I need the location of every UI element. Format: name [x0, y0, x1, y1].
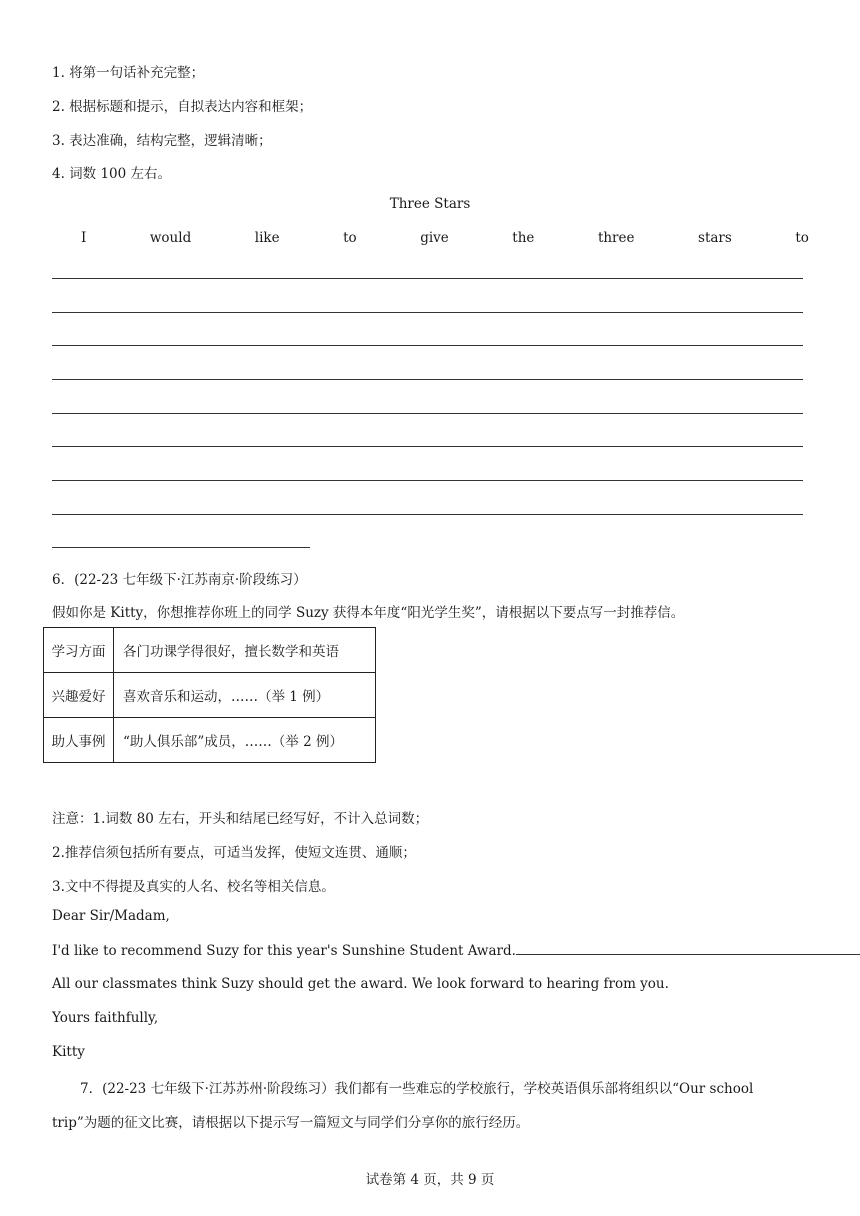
- row-key: 助人事例: [44, 718, 114, 763]
- starter-word: to: [343, 230, 357, 246]
- letter-salutation: Dear Sir/Madam,: [52, 908, 170, 924]
- requirement-1: 1. 将第一句话补充完整；: [52, 65, 205, 81]
- writing-line[interactable]: [52, 345, 803, 346]
- starter-word: to: [795, 230, 809, 246]
- requirements-table: [43, 627, 376, 763]
- question-7-line-1: 7．(22-23 七年级下·江苏苏州·阶段练习）我们都有一些难忘的学校旅行，学校英语俱乐部将组织以“Our school: [80, 1081, 754, 1097]
- note-1: 注意：1.词数 80 左右，开头和结尾已经写好，不计入总词数；: [52, 811, 429, 827]
- writing-line[interactable]: [52, 312, 803, 313]
- row-key: 兴趣爱好: [44, 673, 114, 718]
- page-footer: 试卷第 4 页，共 9 页: [365, 1172, 495, 1188]
- row-value: 各门功课学得很好，擅长数学和英语: [114, 628, 376, 673]
- question-7-line-2: trip”为题的征文比赛，请根据以下提示写一篇短文与同学们分享你的旅行经历。: [52, 1115, 530, 1131]
- writing-line[interactable]: [52, 514, 803, 515]
- essay-starter-sentence: [52, 230, 809, 246]
- writing-line[interactable]: [52, 413, 803, 414]
- starter-word: the: [512, 230, 535, 246]
- letter-signature: Kitty: [52, 1044, 85, 1060]
- requirement-3: 3. 表达准确，结构完整，逻辑清晰；: [52, 133, 272, 149]
- letter-closing: All our classmates think Suzy should get the award. We look forward to hearing from you.: [52, 976, 669, 992]
- letter-opening: I'd like to recommend Suzy for this year's Sunshine Student Award.: [52, 943, 516, 959]
- row-key: 学习方面: [44, 628, 114, 673]
- starter-word: I: [81, 230, 87, 246]
- requirement-4: 4. 词数 100 左右。: [52, 166, 172, 182]
- letter-signoff: Yours faithfully,: [52, 1010, 159, 1026]
- question-6-prompt: 假如你是 Kitty，你想推荐你班上的同学 Suzy 获得本年度“阳光学生奖”，请根据以下要点写一封推荐信。: [52, 605, 685, 621]
- table-row: [44, 718, 376, 763]
- writing-line[interactable]: [52, 446, 803, 447]
- row-value: 喜欢音乐和运动，……（举 1 例）: [114, 673, 376, 718]
- question-6-header: 6．(22-23 七年级下·江苏南京·阶段练习）: [52, 572, 307, 588]
- letter-opening-line: [52, 942, 860, 959]
- requirement-2: 2. 根据标题和提示，自拟表达内容和框架；: [52, 99, 313, 115]
- table-row: [44, 673, 376, 718]
- writing-line[interactable]: [52, 480, 803, 481]
- essay-title: Three Stars: [389, 196, 471, 212]
- row-value: “助人俱乐部”成员，……（举 2 例）: [114, 718, 376, 763]
- note-3: 3.文中不得提及真实的人名、校名等相关信息。: [52, 879, 335, 895]
- table-row: [44, 628, 376, 673]
- writing-line[interactable]: [52, 278, 803, 279]
- starter-word: stars: [698, 230, 732, 246]
- writing-line-short[interactable]: [52, 547, 310, 548]
- writing-line[interactable]: [52, 379, 803, 380]
- answer-blank[interactable]: [516, 942, 860, 955]
- note-2: 2.推荐信须包括所有要点，可适当发挥，使短文连贯、通顺；: [52, 845, 416, 861]
- starter-word: three: [597, 230, 635, 246]
- starter-word: give: [420, 230, 449, 246]
- starter-word: like: [254, 230, 280, 246]
- starter-word: would: [149, 230, 192, 246]
